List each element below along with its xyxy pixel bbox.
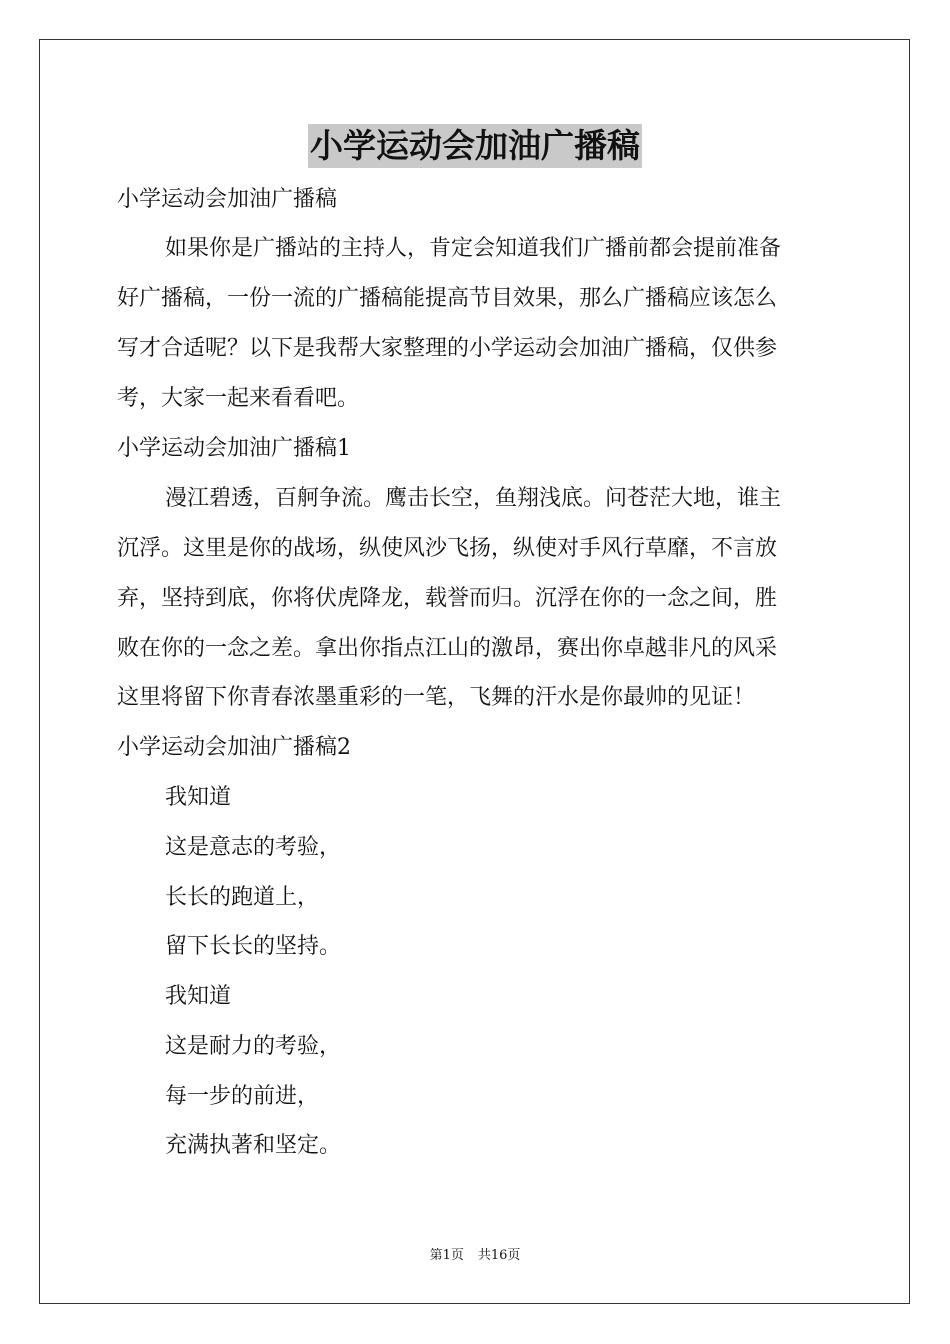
poem-line-1: 我知道 — [165, 785, 232, 810]
intro-line-3: 写才合适呢？以下是我帮大家整理的小学运动会加油广播稿，仅供参 — [117, 336, 778, 361]
section1-line-2: 沉浮。这里是你的战场，纵使风沙飞扬，纵使对手风行草靡，不言放 — [117, 536, 778, 561]
page-border — [39, 39, 910, 1304]
section1-heading: 小学运动会加油广播稿1 — [117, 436, 351, 461]
poem-line-6: 这是耐力的考验， — [165, 1034, 342, 1059]
title-container — [0, 124, 950, 168]
section1-line-3: 弃，坚持到底，你将伏虎降龙，载誉而归。沉浮在你的一念之间，胜 — [117, 586, 778, 611]
poem-line-4: 留下长长的坚持。 — [165, 934, 342, 959]
intro-line-2: 好广播稿，一份一流的广播稿能提高节目效果，那么广播稿应该怎么 — [117, 286, 778, 311]
poem-line-2: 这是意志的考验， — [165, 835, 342, 860]
section1-line-5: 这里将留下你青春浓墨重彩的一笔，飞舞的汗水是你最帅的见证！ — [117, 685, 756, 710]
page-footer — [0, 1247, 950, 1265]
section1-line-1: 漫江碧透，百舸争流。鹰击长空，鱼翔浅底。问苍茫大地，谁主 — [165, 486, 782, 511]
poem-line-3: 长长的跑道上， — [165, 885, 320, 910]
intro-line-1: 如果你是广播站的主持人，肯定会知道我们广播前都会提前准备 — [165, 236, 782, 261]
poem-line-8: 充满执著和坚定。 — [165, 1133, 342, 1158]
poem-line-7: 每一步的前进， — [165, 1084, 320, 1109]
page-total: 共16页 — [477, 1248, 521, 1263]
page-number: 第1页 — [429, 1248, 464, 1263]
poem-line-5: 我知道 — [165, 984, 232, 1009]
document-subtitle: 小学运动会加油广播稿 — [117, 187, 338, 212]
intro-line-4: 考，大家一起来看看吧。 — [117, 386, 360, 411]
section1-line-4: 败在你的一念之差。拿出你指点江山的激昂，赛出你卓越非凡的风采 — [117, 636, 778, 661]
section2-heading: 小学运动会加油广播稿2 — [117, 735, 351, 760]
document-title: 小学运动会加油广播稿 — [308, 124, 642, 168]
